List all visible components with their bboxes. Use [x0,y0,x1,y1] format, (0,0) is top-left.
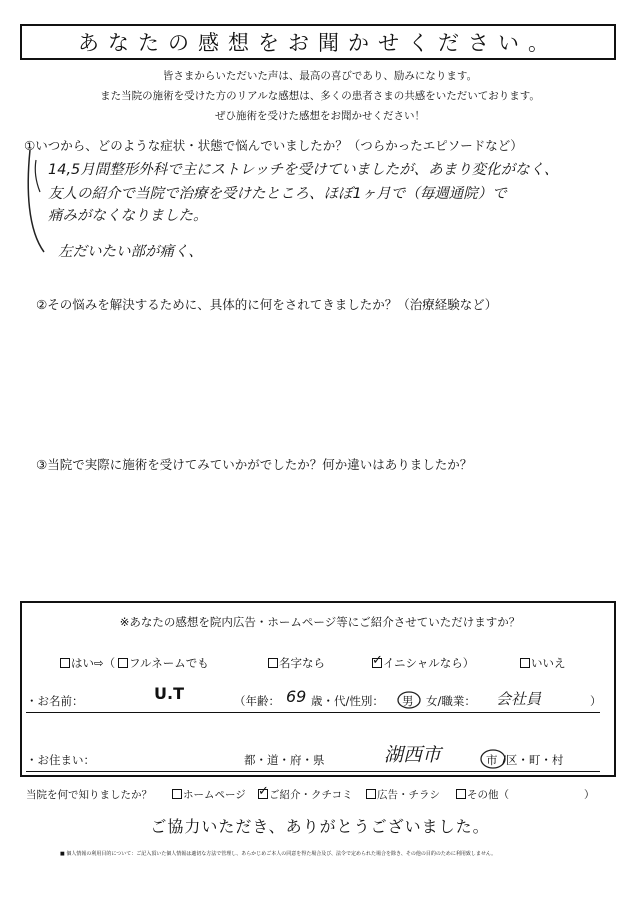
name-value[interactable]: U.T [154,684,184,703]
checkbox-icon[interactable] [172,789,182,799]
option-surname[interactable]: 名字なら [268,655,325,671]
address-label: ・お住まい： [26,753,95,767]
city-value[interactable]: 湖西市 [384,744,442,766]
option-yes[interactable]: はい⇨（ [60,655,115,671]
city-suffix-circled[interactable]: 市 [486,753,498,767]
answer-1-line-3[interactable]: 痛みがなくなりました。 [48,208,208,224]
source-label: 当院を何で知りましたか？ [26,789,152,801]
gender-male[interactable]: 男 [402,694,414,708]
page-title: あなたの感想をお聞かせください。 [78,31,558,55]
gender-female-job-label: 女/職業： [426,694,476,708]
question-2: ②その悩みを解決するために、具体的に何をされてきましたか？（治療経験など） [36,297,498,312]
question-3: ③当院で実際に施術を受けてみていかがでしたか？何か違いはありましたか？ [36,457,473,472]
consent-question: ※あなたの感想を院内広告・ホームページ等にご紹介させていただけますか？ [119,615,521,629]
answer-1-line-1[interactable]: 14,5月間整形外科で主にストレッチを受けていましたが、あまり変化がなく、 [48,162,559,178]
privacy-footnote: ■ 個人情報の利用目的について：ご記入頂いた個人情報は適切な方法で管理し、あらかじめご本人の同意を得た場合及び、法令で定められた場合を除き、その他の目的のために利用致しません。 [60,851,497,857]
option-no[interactable]: いいえ [520,655,566,671]
address-underline [26,771,600,772]
source-homepage[interactable]: ホームページ [172,787,246,802]
checked-checkbox-icon[interactable] [258,789,268,799]
city-suffix-rest: /区・町・村 [502,753,564,767]
source-close: ） [584,789,595,801]
checkbox-icon[interactable] [456,789,466,799]
question-1: ①いつから、どのような症状・状態で悩んでいましたか？（つらかったエピソードなど） [24,138,523,153]
intro-line-3: ぜひ施術を受けた感想をお聞かせください！ [215,110,425,122]
name-label: ・お名前： [26,694,84,708]
answer-1-line-2[interactable]: 友人の紹介で当院で治療を受けたところ、ほぼ1ヶ月で（毎週通院）で [48,186,507,202]
source-referral[interactable]: ✓ ご紹介・クチコミ [258,787,353,802]
checkbox-icon[interactable] [366,789,376,799]
source-other[interactable]: その他（ [456,787,509,802]
option-initials[interactable]: ✓ イニシャルなら） [372,655,474,671]
prefecture-suffix: 都・道・府・県 [244,753,325,767]
source-ad[interactable]: 広告・チラシ [366,787,440,802]
intro-line-2: また当院の施術を受けた方のリアルな感想は、多くの患者さまの共感をいただいております。 [100,90,540,102]
intro-line-1: 皆さまからいただいた声は、最高の喜びであり、励みになります。 [162,70,478,82]
option-fullname[interactable]: フルネームでも [118,655,209,671]
age-suffix: 歳・代/性別： [311,694,384,708]
job-value[interactable]: 会社員 [496,690,542,708]
age-value[interactable]: 69 [286,687,307,706]
answer-1-line-4[interactable]: 左だいたい部が痛く、 [58,244,203,260]
thanks-message: ご協力いただき、ありがとうございました。 [150,817,490,836]
age-label: （年齢： [234,694,280,708]
name-row-close: ） [590,694,602,708]
